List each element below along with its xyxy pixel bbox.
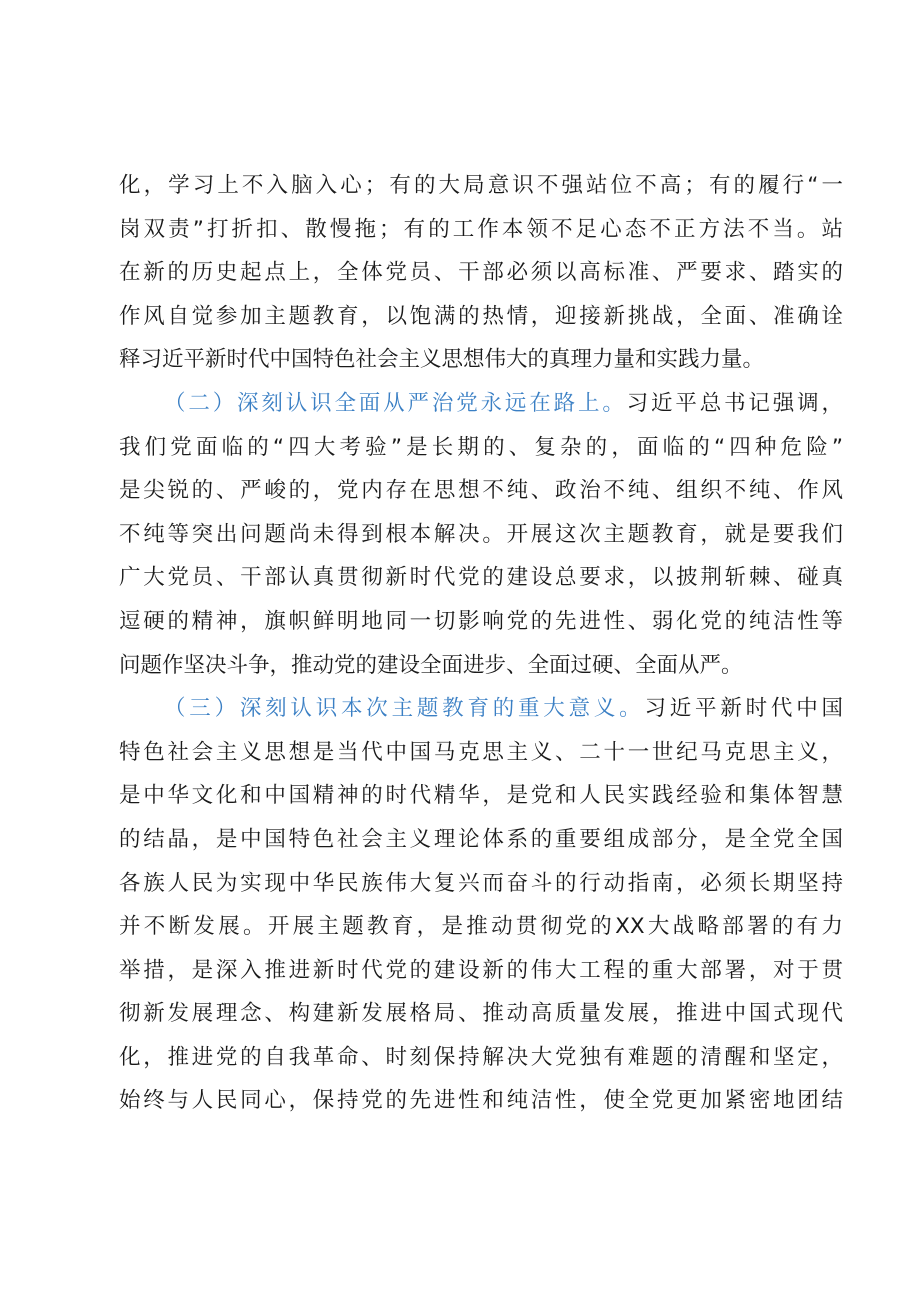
paragraph-first-line [119,687,843,731]
text-line: 并不断发展。开展主题教育，是推动贯彻党的XX大战略部署的有力 [119,914,843,940]
text-line: 特色社会主义思想是当代中国马克思主义、二十一世纪马克思主义， [119,739,843,765]
text-line: 的结晶，是中国特色社会主义理论体系的重要组成部分，是全党全国 [119,826,843,852]
text-line: 是尖锐的、严峻的，党内存在思想不纯、政治不纯、组织不纯、作风 [119,478,843,504]
text-line: 我们党面临的“四大考验”是长期的、复杂的，面临的“四种危险” [119,434,843,460]
text-line: 化，推进党的自我革命、时刻保持解决大党独有难题的清醒和坚定， [119,1044,843,1070]
text-line: 释习近平新时代中国特色社会主义思想伟大的真理力量和实践力量。 [119,347,765,373]
text-line: 彻新发展理念、构建新发展格局、推动高质量发展，推进中国式现代 [119,1001,843,1027]
text-line: 作风自觉参加主题教育，以饱满的热情，迎接新挑战，全面、准确诠 [119,303,843,329]
section-heading: （三）深刻认识本次主题教育的重大意义。 [164,696,645,722]
text-line: 逗硬的精神，旗帜鲜明地同一切影响党的先进性、弱化党的纯洁性等 [119,608,843,634]
text-line: 化，学习上不入脑入心；有的大局意识不强站位不高；有的履行“一 [119,173,843,198]
text-line: 是中华文化和中国精神的时代精华，是党和人民实践经验和集体智慧 [119,783,843,809]
text-line: 岗双责”打折扣、散慢拖；有的工作本领不足心态不正方法不当。站 [119,216,843,242]
text-line: 在新的历史起点上，全体党员、干部必须以高标准、严要求、踏实的 [119,260,843,286]
section-heading: （二）深刻认识全面从严治党永远在路上。 [164,390,627,416]
paragraph-first-line [119,382,843,426]
paragraph-2 [119,382,843,687]
heading-continuation: 习近平新时代中国 [644,696,843,722]
text-line: 举措，是深入推进新时代党的建设新的伟大工程的重大部署，对于贯 [119,957,843,983]
paragraph-3 [119,687,843,1123]
text-line: 广大党员、干部认真贯彻新时代党的建设总要求，以披荆斩棘、碰真 [119,565,843,591]
body-text [119,164,843,1123]
text-line: 不纯等突出问题尚未得到根本解决。开展这次主题教育，就是要我们 [119,521,843,547]
paragraph-1 [119,164,843,382]
text-line: 各族人民为实现中华民族伟大复兴而奋斗的行动指南，必须长期坚持 [119,870,843,896]
text-line: 始终与人民同心，保持党的先进性和纯洁性，使全党更加紧密地团结 [119,1088,843,1114]
heading-continuation: 习近平总书记强调， [626,390,843,416]
text-line: 问题作坚决斗争，推动党的建设全面进步、全面过硬、全面从严。 [119,652,743,678]
